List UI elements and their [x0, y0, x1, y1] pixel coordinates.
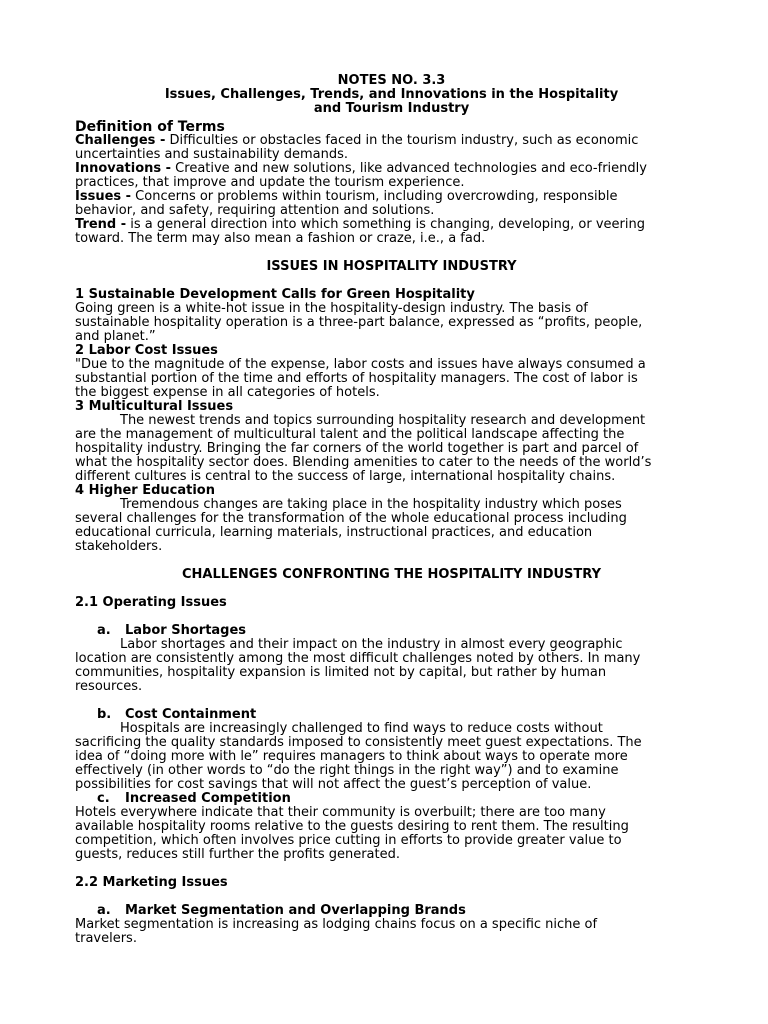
- paragraph-line: Hotels everywhere indicate that their community is overbuilt; there are too many: [75, 805, 606, 820]
- def-text: Concerns or problems within tourism, including overcrowding, responsible: [131, 189, 618, 204]
- paragraph-line: hospitality industry. Bringing the far corners of the world together is part and parcel of: [75, 441, 639, 456]
- issue-title: 1 Sustainable Development Calls for Green Hospitality: [75, 287, 475, 302]
- paragraph-line: sacrificing the quality standards imposed to consistently meet guest expectations. The: [75, 735, 642, 750]
- document-title-cont: and Tourism Industry: [313, 101, 470, 116]
- def-text: toward. The term may also mean a fashion or craze, i.e., a fad.: [75, 231, 486, 246]
- issue-title: 2 Labor Cost Issues: [75, 343, 218, 358]
- def-text: Creative and new solutions, like advanced technologies and eco-friendly: [171, 161, 647, 176]
- issues-heading: ISSUES IN HOSPITALITY INDUSTRY: [266, 259, 517, 274]
- def-text: Difficulties or obstacles faced in the tourism industry, such as economic: [165, 133, 639, 148]
- subsection-cost-containment: [75, 708, 696, 722]
- paragraph-line: what the hospitality sector does. Blending amenities to cater to the needs of the world’s: [75, 455, 652, 470]
- paragraph-line: possibilities for cost savings that will not affect the guest’s perception of value.: [75, 777, 592, 792]
- list-letter: c.: [97, 791, 110, 806]
- term-issues: Issues -: [75, 189, 132, 204]
- subsection-title: Labor Shortages: [125, 623, 247, 638]
- term-challenges: Challenges -: [75, 133, 166, 148]
- paragraph-line: are the management of multicultural talent and the political landscape affecting the: [75, 427, 625, 442]
- paragraph-line: communities, hospitality expansion is limited not by capital, but rather by human: [75, 665, 607, 680]
- paragraph-line: substantial portion of the time and efforts of hospitality managers. The cost of labor is: [75, 371, 638, 386]
- subsection-title: Cost Containment: [125, 707, 257, 722]
- document-title: Issues, Challenges, Trends, and Innovations in the Hospitality: [164, 87, 619, 102]
- paragraph-line: location are consistently among the most difficult challenges noted by others. In many: [75, 651, 641, 666]
- paragraph-line: The newest trends and topics surrounding hospitality research and development: [120, 413, 646, 428]
- paragraph-line: different cultures is central to the success of large, international hospitality chains.: [75, 469, 616, 484]
- paragraph-line: educational curricula, learning materials, instructional practices, and education: [75, 525, 593, 540]
- paragraph-line: resources.: [75, 679, 143, 694]
- def-trend: [75, 218, 696, 232]
- paragraph-line: Going green is a white-hot issue in the hospitality-design industry. The basis of: [75, 301, 588, 316]
- def-innovations: [75, 162, 696, 176]
- subsection-title: Market Segmentation and Overlapping Brands: [125, 903, 466, 918]
- def-issues: [75, 190, 696, 204]
- paragraph-line: competition, which often involves price cutting in efforts to provide greater value to: [75, 833, 622, 848]
- paragraph-line: available hospitality rooms relative to the guests desiring to rent them. The resulting: [75, 819, 629, 834]
- list-letter: b.: [97, 707, 112, 722]
- paragraph-line: travelers.: [75, 931, 137, 946]
- def-text: uncertainties and sustainability demands.: [75, 147, 349, 162]
- paragraph-line: stakeholders.: [75, 539, 163, 554]
- definitions-heading: Definition of Terms: [75, 119, 225, 135]
- paragraph-line: effectively (in other words to “do the right things in the right way”) and to examine: [75, 763, 619, 778]
- list-letter: a.: [97, 623, 111, 638]
- paragraph-line: Market segmentation is increasing as lodging chains focus on a specific niche of: [75, 917, 598, 932]
- def-text: practices, that improve and update the tourism experience.: [75, 175, 465, 190]
- issue-title: 4 Higher Education: [75, 483, 215, 498]
- paragraph-line: and planet.”: [75, 329, 156, 344]
- paragraph-line: Labor shortages and their impact on the industry in almost every geographic: [120, 637, 623, 652]
- notes-number: NOTES NO. 3.3: [337, 73, 446, 88]
- term-innovations: Innovations -: [75, 161, 172, 176]
- def-text: is a general direction into which something is changing, developing, or veering: [126, 217, 645, 232]
- subsection-labor-shortages: [75, 624, 696, 638]
- section-marketing-issues: 2.2 Marketing Issues: [75, 875, 228, 890]
- subsection-market-segmentation: [75, 904, 696, 918]
- list-letter: a.: [97, 903, 111, 918]
- paragraph-line: guests, reduces still further the profits generated.: [75, 847, 401, 862]
- subsection-title: Increased Competition: [125, 791, 291, 806]
- paragraph-line: sustainable hospitality operation is a three-part balance, expressed as “profits, people,: [75, 315, 643, 330]
- paragraph-line: Tremendous changes are taking place in the hospitality industry which poses: [120, 497, 622, 512]
- term-trend: Trend -: [75, 217, 127, 232]
- issue-title: 3 Multicultural Issues: [75, 399, 234, 414]
- paragraph-line: several challenges for the transformation of the whole educational process including: [75, 511, 627, 526]
- subsection-increased-competition: [75, 792, 696, 806]
- paragraph-line: "Due to the magnitude of the expense, labor costs and issues have always consumed a: [75, 357, 646, 372]
- paragraph-line: idea of “doing more with le” requires managers to think about ways to operate more: [75, 749, 628, 764]
- def-text: behavior, and safety, requiring attention and solutions.: [75, 203, 435, 218]
- challenges-heading: CHALLENGES CONFRONTING THE HOSPITALITY INDUSTRY: [182, 567, 601, 582]
- paragraph-line: Hospitals are increasingly challenged to find ways to reduce costs without: [120, 721, 603, 736]
- section-operating-issues: 2.1 Operating Issues: [75, 595, 227, 610]
- def-challenges: [75, 134, 696, 148]
- paragraph-line: the biggest expense in all categories of hotels.: [75, 385, 380, 400]
